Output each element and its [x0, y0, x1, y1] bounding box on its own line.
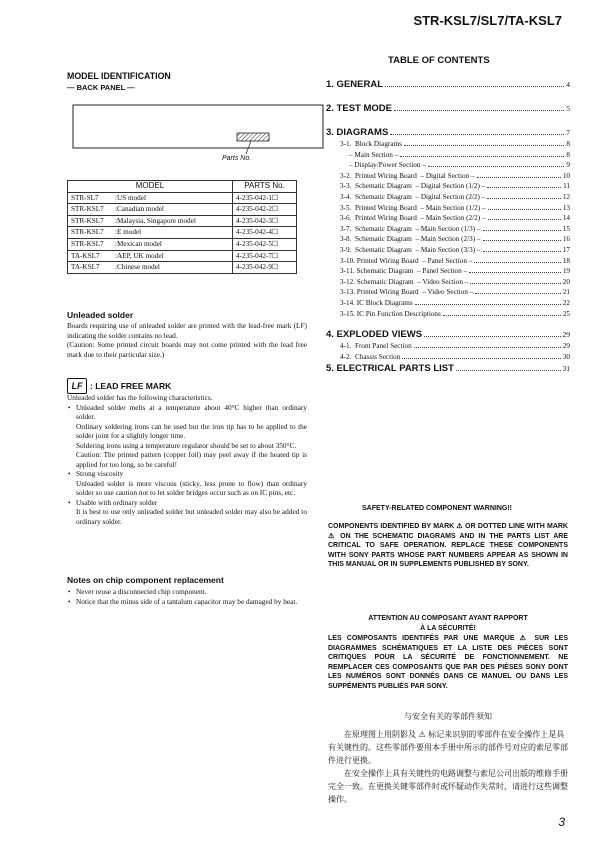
toc-page: 22 [562, 298, 570, 307]
toc-label: 4-2. Chassis Section [340, 352, 401, 361]
toc-label: – Main Section – [340, 150, 399, 159]
back-panel-diagram [65, 96, 330, 168]
row-part: 4-235-042-2☐ [233, 204, 297, 216]
toc-diagram-items [326, 140, 570, 320]
unleaded-solder-title: Unleaded solder [67, 310, 134, 320]
toc-entry-exploded-views[interactable] [326, 329, 570, 342]
toc-page: 4 [566, 80, 570, 89]
toc-page: 12 [562, 192, 570, 201]
table-row [68, 250, 297, 262]
row-destination: :Chinese model [115, 263, 160, 272]
toc-page: 11 [563, 182, 570, 191]
back-panel-subtitle: — BACK PANEL — [67, 83, 135, 92]
toc-page: 9 [566, 161, 570, 170]
toc-label: 3-15. IC Pin Function Descriptions [340, 309, 441, 318]
safety-cn-p1: 在原理图上用阴影及 ⚠ 标记来识别的零部件在安全操作上是具有关键性的。这些零部件要用本手册中所示的部件号对应的索尼零部件进行更换。 [328, 730, 568, 765]
toc-label: 4-1. Front Panel Section [340, 342, 412, 351]
safety-cn-title: 与安全有关的零部件须知 [404, 712, 492, 721]
bullet-text: It is best to use only unleaded solder but unleaded solder may also be added to ordinary solder. [76, 507, 307, 526]
toc-label: 3-8. Schematic Diagram – Main Section (2/3) – [340, 235, 481, 244]
row-destination: :AEP, UK model [115, 251, 164, 260]
toc-sub-entry[interactable] [340, 204, 570, 215]
safety-fr-heading [328, 614, 568, 633]
toc-entry-general[interactable] [326, 79, 570, 92]
toc-page: 14 [562, 214, 570, 223]
toc-label: 1. GENERAL [326, 79, 384, 90]
chip-notes-list [67, 587, 316, 606]
toc-label: 3-2. Printed Wiring Board – Digital Section – [340, 171, 475, 180]
toc [326, 79, 570, 376]
table-row [68, 192, 297, 204]
toc-label: 3-10. Printed Wiring Board – Panel Section – [340, 256, 473, 265]
toc-page: 13 [562, 203, 570, 212]
row-model: TA-KSL7 [71, 263, 100, 272]
bullet-text: • Usable with ordinary solder [76, 497, 158, 507]
parts-table [67, 180, 297, 274]
parts-label-location [237, 133, 269, 141]
col-model: MODEL [68, 181, 233, 193]
row-part: 4-235-042-3☐ [233, 215, 297, 227]
bullet-text: Caution: The printed pattern (copper foil) may peel away if the heated tip is applied for too long, so be careful! [76, 450, 307, 469]
toc-sub-entry[interactable] [340, 246, 570, 257]
toc-sub-entry[interactable] [340, 257, 570, 268]
parts-no-label: Parts No. [222, 155, 252, 162]
toc-label: 3-11. Schematic Diagram – Panel Section – [340, 267, 468, 276]
toc-page: 5 [566, 104, 570, 113]
row-destination: :E model [115, 228, 142, 237]
toc-exploded-items [326, 342, 570, 363]
toc-page: 19 [562, 267, 570, 276]
toc-label: 3-4. Schematic Diagram – Digital Section (2/2) – [340, 192, 486, 201]
back-panel-outline [73, 105, 323, 148]
toc-page: 8 [566, 150, 570, 159]
unleaded-p2: (Caution: Some printed circuit boards may not come printed with the lead free mark due to their particular size.) [67, 340, 307, 359]
row-part: 4-235-042-1☐ [233, 192, 297, 204]
bullet-text: Ordinary soldering irons can be used but the iron tip has to be applied to the solder joint for a slightly longer time. [76, 421, 307, 440]
page-number: 3 [558, 815, 565, 829]
toc-sub-entry[interactable] [340, 278, 570, 289]
toc-sub-entry[interactable] [340, 151, 570, 162]
row-model: TA-KSL7 [71, 251, 100, 260]
toc-label: 3-6. Printed Wiring Board – Main Section (2/2) – [340, 214, 486, 223]
toc-sub-entry[interactable] [340, 310, 570, 321]
table-row [68, 215, 297, 227]
toc-sub-entry[interactable] [340, 299, 570, 310]
lead-free-body [67, 393, 307, 526]
toc-page: 29 [562, 330, 570, 340]
toc-sub-entry[interactable] [340, 235, 570, 246]
toc-sub-entry[interactable] [340, 342, 570, 353]
toc-label: 2. TEST MODE [326, 103, 392, 114]
toc-page: 18 [562, 256, 570, 265]
bullet-text: Unleaded solder is more viscous (sticky, less prone to flow) than ordinary solder so use caution not to let solder bridges occur such as on IC pins, etc. [76, 478, 307, 497]
model-identification-title: MODEL IDENTIFICATION [67, 71, 171, 81]
toc-page: 8 [566, 140, 570, 148]
row-part: 4-235-042-7☐ [233, 250, 297, 262]
row-destination: :Mexican model [115, 239, 162, 248]
lead-free-heading [67, 378, 171, 394]
row-part: 4-235-042-9☐ [233, 262, 297, 274]
toc-page: 7 [566, 128, 570, 137]
table-row [68, 227, 297, 239]
document-header: STR-KSL7/SL7/TA-KSL7 [413, 13, 562, 28]
toc-page: 21 [562, 288, 570, 297]
toc-page: 20 [562, 277, 570, 286]
row-destination: :Canadian model [115, 205, 164, 214]
list-item: • Never reuse a disconnected chip component. [76, 587, 316, 597]
safety-warning-title: SAFETY-RELATED COMPONENT WARNING!! [362, 505, 512, 512]
toc-sub-entry[interactable] [340, 193, 570, 204]
unleaded-p1: Boards requiring use of unleaded solder are printed with the lead-free mark (LF) indicating the solder contains no lead. [67, 321, 307, 340]
toc-label: 3-1. Block Diagrams [340, 140, 402, 148]
toc-entry-test-mode[interactable] [326, 103, 570, 116]
toc-label: 3-12. Schematic Diagram – Video Section – [340, 277, 469, 286]
toc-label: 3-13. Printed Wiring Board – Video Section – [340, 288, 474, 297]
safety-cn-text [328, 728, 568, 806]
toc-page: 30 [562, 352, 570, 361]
table-row [68, 262, 297, 274]
list-item [76, 403, 307, 470]
toc-label: 3-3. Schematic Diagram – Digital Section (1/2) – [340, 182, 486, 191]
toc-sub-entry[interactable] [340, 161, 570, 172]
row-model: STR-KSL7 [71, 205, 104, 214]
bullet-text: Soldering irons using a temperature regulator should be set to about 350°C. [76, 440, 297, 450]
row-destination: :US model [115, 193, 146, 202]
list-item [76, 498, 307, 527]
toc-page: 29 [562, 342, 570, 351]
list-item [76, 469, 307, 498]
row-model: STR-KSL7 [71, 216, 104, 225]
row-part: 4-235-042-4☐ [233, 227, 297, 239]
chip-notes-title: Notes on chip component replacement [67, 575, 224, 585]
table-row [68, 204, 297, 216]
safety-cn-p2: 在安全操作上具有关键性的电路调整与索尼公司出版的维修手册完全一致。在更换关键零部件时或怀疑动作失常时，请进行这些调整操作。 [328, 769, 568, 804]
toc-sub-entry[interactable] [340, 288, 570, 299]
lead-free-mark-icon: LF [67, 378, 87, 394]
toc-entry-electrical-parts[interactable] [326, 363, 570, 376]
toc-page: 15 [562, 224, 570, 233]
table-row [68, 238, 297, 250]
unleaded-solder-text [67, 321, 307, 359]
lead-free-title: : LEAD FREE MARK [90, 381, 172, 391]
toc-page: 17 [562, 245, 570, 254]
row-destination: :Malaysia, Singapore model [115, 216, 196, 225]
toc-label: 5. ELECTRICAL PARTS LIST [326, 363, 454, 375]
bullet-text: • Unleaded solder melts at a temperature about 40°C higher than ordinary solder. [76, 402, 307, 421]
toc-page: 10 [562, 171, 570, 180]
list-item: • Notice that the minus side of a tantalum capacitor may be damaged by heat. [76, 597, 316, 607]
toc-sub-entry[interactable] [340, 172, 570, 183]
toc-label: 3-7. Schematic Diagram – Main Section (1/3) – [340, 224, 481, 233]
toc-sub-entry[interactable] [340, 140, 570, 151]
toc-label: 4. EXPLODED VIEWS [326, 329, 423, 341]
toc-label: 3-5. Printed Wiring Board – Main Section (1/2) – [340, 203, 486, 212]
col-parts-no: PARTS No. [233, 181, 297, 193]
toc-label: 3. DIAGRAMS [326, 127, 389, 138]
bullet-text: • Strong viscosity [76, 469, 124, 478]
toc-label: 3-9. Schematic Diagram – Main Section (3/3) – [340, 245, 481, 254]
safety-fr-text: LES COMPOSANTS IDENTIFÉS PAR UNE MARQUE ⚠ SUR LES DIAGRAMMES SCHÉMATIQUES ET LA LISTE DES PIÈCES SONT CRITIQUES POUR LA SÉCURITÉ DE FONCTIONNEMENT. NE REMPLACER CES COMPOSANTS QUE PAR DES PIÈSES SONY DONT LES NUMÉROS SONT DONNÉS DANS CE MANUEL OU DANS LES SUPPÉMENTS PUBLIÉS PAR SONY. [328, 635, 568, 690]
toc-sub-entry[interactable] [340, 267, 570, 278]
row-model: STR-KSL7 [71, 239, 104, 248]
row-model: STR-KSL7 [71, 228, 104, 237]
toc-page: 31 [562, 364, 570, 374]
row-model: STR-SL7 [71, 193, 99, 202]
toc-sub-entry[interactable] [340, 353, 570, 364]
safety-fr-title-1: ATTENTION AU COMPOSANT AYANT RAPPORT [368, 615, 528, 622]
toc-page: 16 [562, 235, 570, 244]
lead-free-intro: Unleaded solder has the following characteristics. [67, 393, 213, 402]
toc-entry-diagrams[interactable] [326, 127, 570, 140]
toc-sub-entry[interactable] [340, 225, 570, 236]
toc-sub-entry[interactable] [340, 182, 570, 193]
safety-warning-text: COMPONENTS IDENTIFIED BY MARK ⚠ OR DOTTED LINE WITH MARK ⚠ ON THE SCHEMATIC DIAGRAMS AND IN THE PARTS LIST ARE CRITICAL TO SAFE OPERATION. REPLACE THESE COMPONENTS WITH SONY PARTS WHOSE PART NUMBERS APPEAR AS SHOWN IN THIS MANUAL OR IN SUPPLEMENTS PUBLISHED BY SONY. [328, 523, 568, 569]
toc-title: TABLE OF CONTENTS [388, 55, 490, 66]
toc-label: 3-14. IC Block Diagrams [340, 298, 413, 307]
row-part: 4-235-042-5☐ [233, 238, 297, 250]
toc-label: – Display/Power Section – [340, 161, 426, 170]
safety-fr-title-2: À LA SÉCURITÉ! [420, 624, 476, 632]
toc-sub-entry[interactable] [340, 214, 570, 225]
toc-page: 25 [562, 309, 570, 318]
